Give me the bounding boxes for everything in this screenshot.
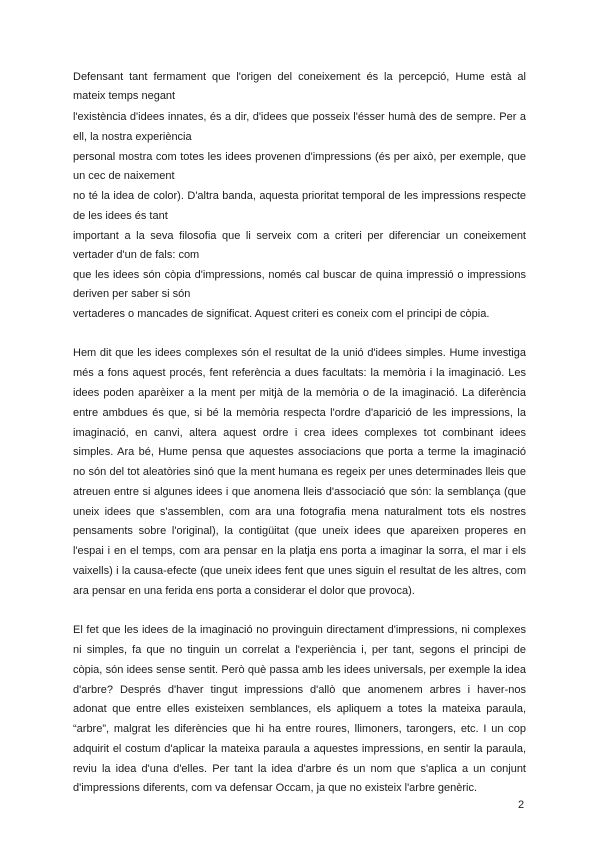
text-line: l'espai i en el temps, com ara pensar en la platja ens porta a imaginar la sorra, el mar i els (73, 545, 526, 557)
text-line: Defensant tant fermament que l'origen del coneixement és la percepció, Hume està al (73, 71, 526, 83)
text-line: no té la idea de color). D'altra banda, aquesta prioritat temporal de les impressions respecte (73, 190, 526, 202)
text-line: adonat que entre elles existeixen semblances, els apliquem a totes la mateixa paraula, (73, 703, 526, 715)
text-line: ara pensar en una ferida ens porta a considerar el dolor que provoca). (73, 585, 415, 597)
text-line: vertaderes o mancades de significat. Aquest criteri es coneix com el principi de còpia. (73, 308, 490, 320)
text-line: reviu la idea d'una d'elles. Per tant la idea d'arbre és un nom que s'aplica a un conjunt (73, 763, 526, 775)
text-line: pensaments sobre l'original), la contigüitat (que uneix idees que apareixen properes en (73, 525, 526, 537)
text-line: que les idees són còpia d'impressions, només cal buscar de quina impressió o impressions (73, 269, 526, 281)
text-line: l'existència d'idees innates, és a dir, d'idees que posseix l'ésser humà des de sempre. Per a (73, 111, 526, 123)
text-line: d'impressions diferents, com va defensar Occam, ja que no existeix l'arbre genèric. (73, 782, 478, 794)
text-line: personal mostra com totes les idees provenen d'impressions (és per això, per exemple, que (73, 151, 526, 163)
text-line: ell, la nostra experiència (73, 131, 192, 143)
text-line: vaixells) i la causa-efecte (que uneix idees fent que unes siguin el resultat de les altres, com (73, 565, 526, 577)
text-line: còpia, són idees sense sentit. Però què passa amb les idees universals, per exemple la idea (73, 664, 526, 676)
text-line: no són del tot aleatòries sinó que la ment humana es regeix per unes determinades lleis que (73, 466, 526, 478)
text-line: deriven per saber si són (73, 288, 191, 300)
text-line: un cec de naixement (73, 170, 175, 182)
page-number: 2 (518, 799, 525, 811)
text-line: important a la seva filosofia que li serveix com a criteri per diferenciar un coneixement (73, 230, 526, 242)
text-line: Hem dit que les idees complexes són el resultat de la unió d'idees simples. Hume investiga (73, 347, 526, 359)
text-line: de les idees és tant (73, 210, 168, 222)
text-line: imaginació, en canvi, altera aquest ordre i crea idees complexes tot combinant idees (73, 427, 526, 439)
text-line: ni simples, fa que no tinguin un correlat a l'experiència i, per tant, segons el principi de (73, 644, 526, 656)
text-line: idees poden aparèixer a la ment per mitjà de la memòria o de la imaginació. La diferència (73, 387, 526, 399)
text-line: més a fons aquest procés, fent referència a dues facultats: la memòria i la imaginació. Les (73, 367, 526, 379)
text-line: El fet que les idees de la imaginació no provinguin directament d'impressions, ni complexes (73, 624, 526, 636)
text-line: entre ambdues és que, si bé la memòria respecta l'ordre d'aparició de les impressions, la (73, 407, 526, 419)
text-line: vertader d'un de fals: com (73, 249, 200, 261)
text-line: mateix temps negant (73, 90, 176, 102)
text-line: uneix idees que s'assemblen, com ara una fotografia mena naturalment tots els nostres (73, 506, 526, 518)
text-line: d'arbre? Després d'haver tingut impressions d'allò que anomenem arbres i haver-nos (73, 684, 526, 696)
text-line: simples. Ara bé, Hume pensa que aquestes associacions que porta a terme la imaginació (73, 446, 526, 458)
text-line: adquirit el costum d'aplicar la mateixa paraula a aquestes impressions, en sentir la paraula, (73, 743, 526, 755)
text-line: atreuen entre si algunes idees i que anomena lleis d'associació que són: la semblança (que (73, 486, 526, 498)
text-line: “arbre”, malgrat les diferències que hi ha entre roures, llimoners, tarongers, etc. I un cop (73, 723, 526, 735)
